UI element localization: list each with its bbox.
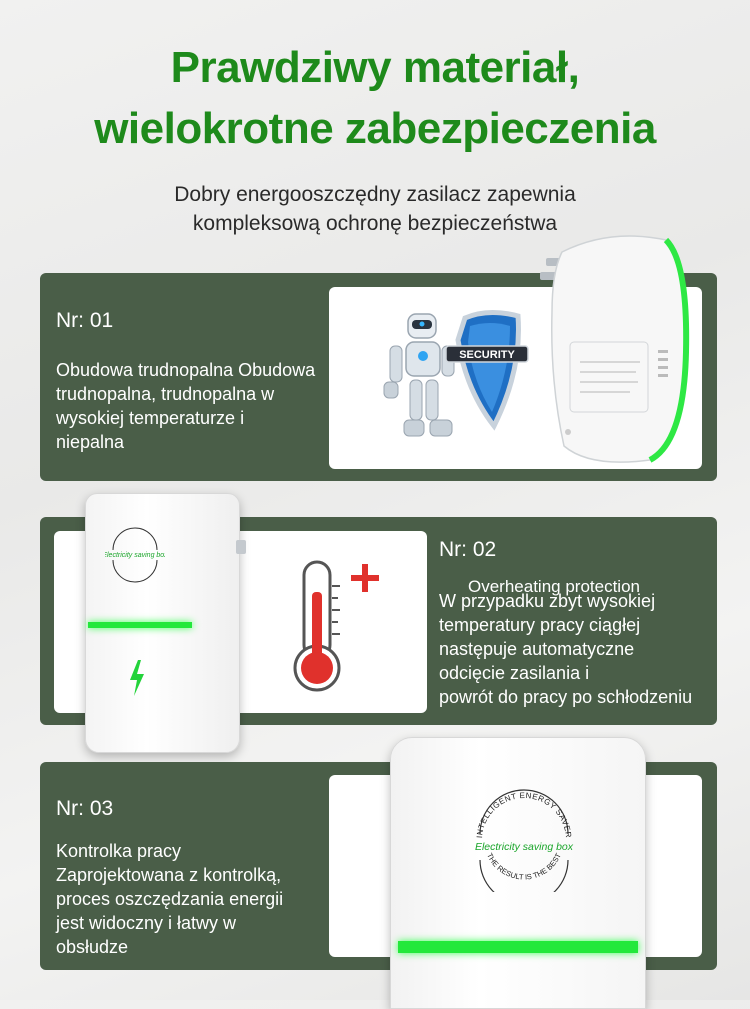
page-title-line-1: Prawdziwy materiał, (170, 43, 580, 92)
feature-2-line: powrót do pracy po schłodzeniu (439, 687, 693, 707)
device-logo-large (464, 782, 584, 892)
page-title-line-2: wielokrotne zabezpieczenia (94, 104, 656, 153)
feature-3-number: Nr: 03 (56, 797, 114, 820)
feature-1-line: Obudowa trudnopalna Obudowa (56, 360, 316, 380)
feature-1-number: Nr: 01 (56, 309, 114, 332)
feature-1-line: niepalna (56, 432, 125, 452)
shield-label: SECURITY (459, 349, 515, 361)
security-shield-icon (446, 312, 528, 426)
logo-top-text: INTELLIGENT ENERGY SAVER (475, 790, 574, 839)
energy-saver-logo-icon (105, 524, 165, 584)
led-indicator-bar (88, 622, 192, 628)
lightning-icon (128, 660, 146, 696)
robot-shield-illustration (370, 300, 540, 460)
feature-3-line: Zaprojektowana z kontrolką, (56, 865, 282, 885)
feature-3-line: Kontrolka pracy (56, 841, 182, 861)
feature-2-number: Nr: 02 (439, 538, 497, 561)
svg-text:INTELLIGENT ENERGY SAVER (475, 791, 573, 839)
feature-2-line: temperatury pracy ciągłej (439, 615, 641, 635)
svg-text:Electricity saving box: Electricity saving box (105, 552, 165, 559)
subtitle-line-2: kompleksową ochronę bezpieczeństwa (192, 212, 558, 235)
feature-2-description (439, 589, 719, 709)
feature-2-overlay-label: Overheating protection (468, 577, 640, 596)
feature-3-line: proces oszczędzania energii (56, 889, 284, 909)
device-logo-small (105, 524, 165, 584)
feature-1-line: trudnopalna, trudnopalna w (56, 384, 275, 404)
feature-1-description (56, 358, 321, 454)
logo-middle-text: Electricity saving box (474, 841, 574, 853)
robot-icon (384, 314, 454, 436)
feature-2-line: następuje automatyczne (439, 639, 635, 659)
energy-saver-logo-large-icon (464, 782, 584, 892)
feature-3-line: obsłudze (56, 937, 129, 957)
feature-1-line: wysokiej temperaturze i (56, 408, 245, 428)
logo-bottom-text: THE RESULT IS THE BEST (485, 851, 563, 882)
thermometer-icon (290, 556, 390, 696)
plug-prong-icon (236, 540, 246, 554)
svg-text:THE RESULT IS THE BEST (485, 851, 563, 881)
feature-3-line: jest widoczny i łatwy w (56, 913, 237, 933)
device-rear-view (540, 232, 690, 464)
subtitle-line-1: Dobry energooszczędny zasilacz zapewnia (174, 183, 576, 206)
plug-device-icon (540, 232, 690, 464)
feature-2-line: W przypadku zbyt wysokiej (439, 591, 656, 611)
feature-2-line: odcięcie zasilania i (439, 663, 590, 683)
feature-3-description (56, 839, 321, 959)
led-indicator-bar-large (398, 941, 638, 953)
